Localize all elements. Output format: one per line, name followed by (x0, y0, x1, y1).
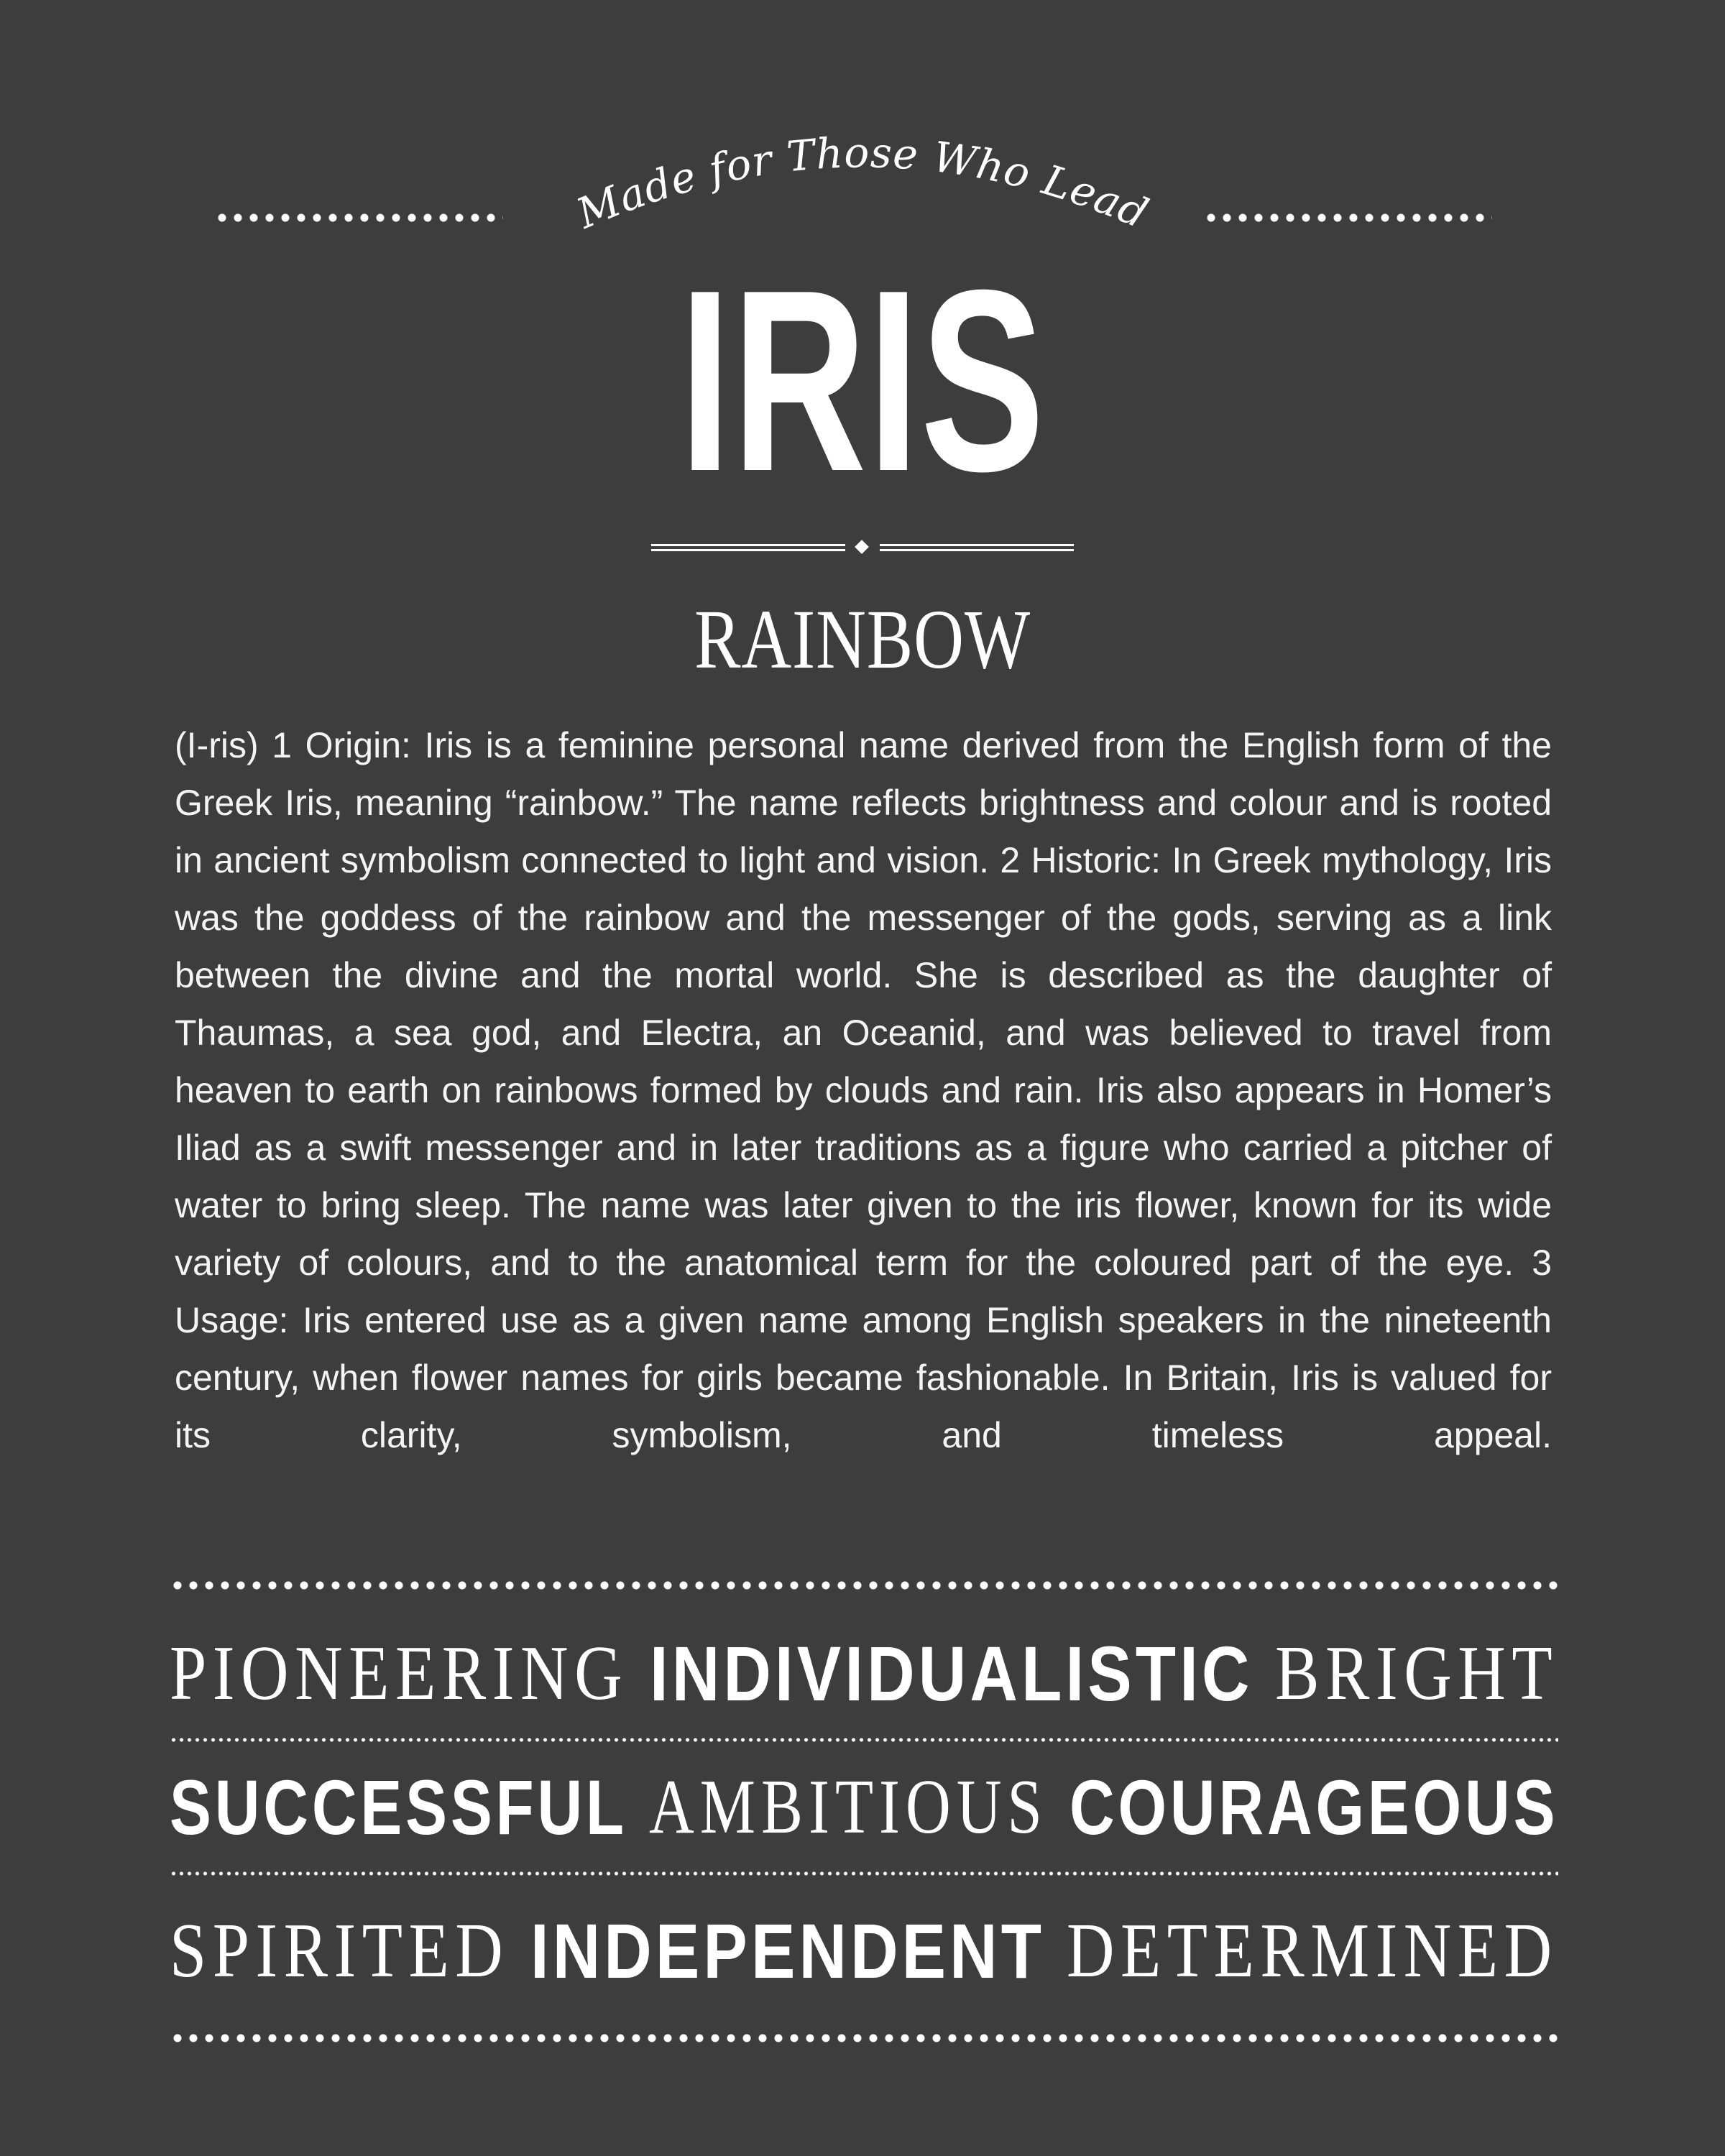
trait-word: PIONEERING (170, 1631, 629, 1716)
dotted-rule-left (214, 212, 503, 224)
trait-row (170, 1761, 1558, 1854)
divider-double-line-left (651, 544, 845, 551)
ornamental-divider (651, 540, 1074, 558)
divider-double-line-right (880, 544, 1074, 551)
trait-word: COURAGEOUS (1069, 1764, 1558, 1851)
name-title: IRIS (679, 236, 1046, 525)
dotted-rule-right (1203, 212, 1492, 224)
tagline-arc (546, 108, 1179, 252)
trait-word: SPIRITED (170, 1908, 510, 1994)
tagline-row (0, 108, 1725, 252)
trait-word: INDIVIDUALISTIC (650, 1630, 1254, 1717)
dotted-rule-traits-top (170, 1580, 1558, 1591)
trait-word: BRIGHT (1274, 1631, 1558, 1716)
trait-word: AMBITIOUS (648, 1764, 1048, 1850)
trait-word: DETERMINED (1067, 1908, 1558, 1994)
name-meaning: RAINBOW (694, 592, 1031, 686)
dotted-rule-traits-bottom (170, 2032, 1558, 2044)
trait-word: SUCCESSFUL (170, 1764, 627, 1851)
name-description: (I-ris) 1 Origin: Iris is a feminine personal name derived from the English form of the Greek Iris, meaning “rainbow.” The name reflects brightness and colour and is rooted in ancient symbolism connected to light and vision. 2 Historic: In Greek mythology, Iris was the goddess of the rainbow and the messenger of the gods, serving as a link between the divine and the mortal world. She is described as the daughter of Thaumas, a sea god, and Electra, an Oceanid, and was believed to travel from heaven to earth on rainbows formed by clouds and rain. Iris also appears in Homer’s Iliad as a swift messenger and in later traditions as a figure who carried a pitcher of water to bring sleep. The name was later given to the iris flower, known for its wide variety of colours, and to the anatomical term for the coloured part of the eye. 3 Usage: Iris entered use as a given name among English speakers in the nineteenth century, when flower names for girls became fashionable. In Britain, Iris is valued for its clarity, symbolism, and timeless appeal. (175, 725, 1552, 1455)
diamond-icon (855, 540, 869, 554)
tagline-text: Made for Those Who Lead (569, 128, 1156, 239)
trait-row (170, 1627, 1558, 1720)
trait-word: INDEPENDENT (530, 1907, 1046, 1994)
dotted-rule-traits-separator-2 (170, 1871, 1558, 1876)
dotted-rule-traits-separator-1 (170, 1737, 1558, 1743)
trait-row (170, 1904, 1558, 1998)
